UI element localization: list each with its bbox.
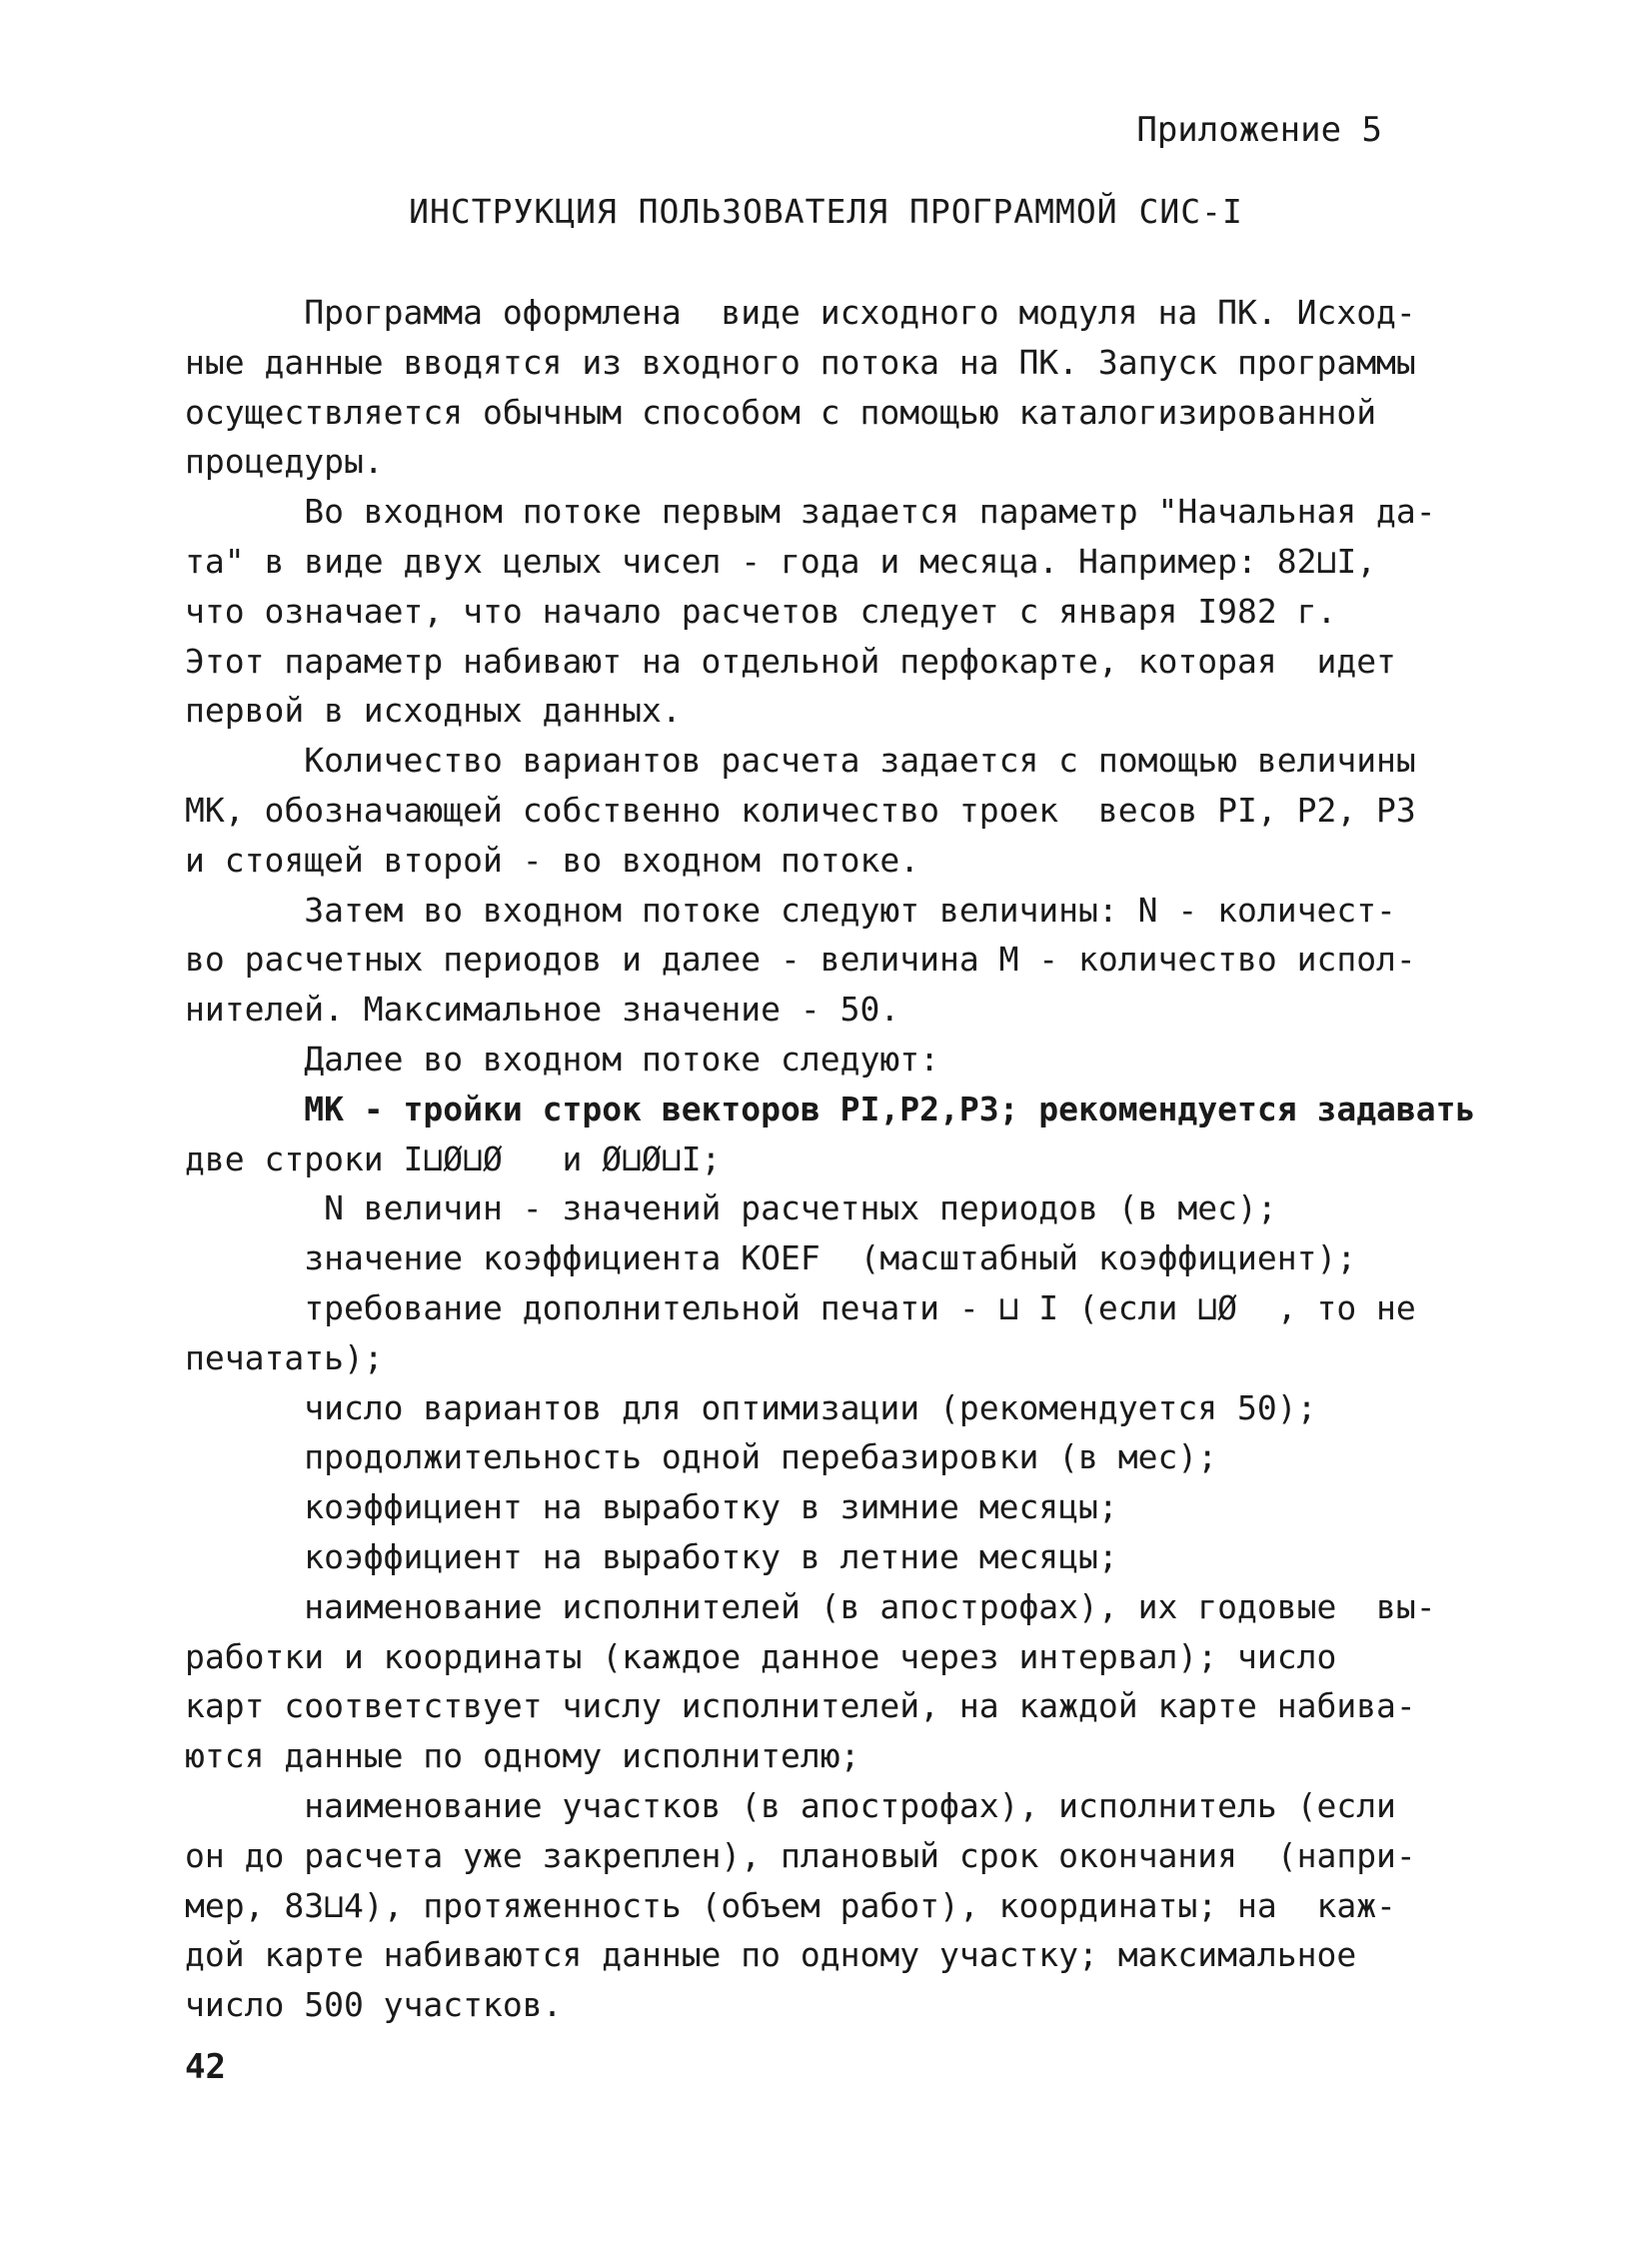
text-line: ные данные вводятся из входного потока на ПК. Запуск программы <box>185 342 1416 382</box>
text-line: первой в исходных данных. <box>185 691 682 731</box>
body-text <box>185 288 1474 2030</box>
text-line: осуществляется обычным способом с помощью каталогизированной <box>185 392 1377 432</box>
text-line: Затем во входном потоке следуют величины: N - количест- <box>185 890 1396 930</box>
text-line: коэффициент на выработку в летние месяцы; <box>185 1536 1118 1576</box>
page-number: 42 <box>185 2047 226 2087</box>
text-line: он до расчета уже закреплен), плановый срок окончания (напри- <box>185 1835 1416 1875</box>
text-line: наименование исполнителей (в апострофах), их годовые вы- <box>185 1586 1436 1626</box>
text-line: Программа оформлена виде исходного модуля на ПК. Исход- <box>185 293 1416 332</box>
text-line: N величин - значений расчетных периодов (в мес); <box>185 1188 1277 1228</box>
text-line: Во входном потоке первым задается параметр "Начальная да- <box>185 492 1436 532</box>
text-line: нителей. Максимальное значение - 50. <box>185 990 900 1030</box>
text-line: во расчетных периодов и далее - величина М - количество испол- <box>185 940 1416 980</box>
text-line: та" в виде двух целых чисел - года и месяца. Например: 82⊔I, <box>185 541 1377 581</box>
text-line: значение коэффициента KOEF (масштабный коэффициент); <box>185 1238 1357 1278</box>
text-line: наименование участков (в апострофах), исполнитель (если <box>185 1785 1396 1825</box>
text-line: мер, 83⊔4), протяженность (объем работ), координаты; на каж- <box>185 1885 1396 1925</box>
text-line: карт соответствует числу исполнителей, на каждой карте набива- <box>185 1686 1416 1726</box>
appendix-label: Приложение 5 <box>1136 110 1382 150</box>
text-line: число вариантов для оптимизации (рекомендуется 50); <box>185 1387 1317 1427</box>
text-line: Далее во входном потоке следуют: <box>185 1039 939 1079</box>
text-line: число 500 участков. <box>185 1985 563 2025</box>
text-line: процедуры. <box>185 442 384 482</box>
page-title: ИНСТРУКЦИЯ ПОЛЬЗОВАТЕЛЯ ПРОГРАММОЙ СИС-I <box>409 192 1243 231</box>
text-line: продолжительность одной перебазировки (в мес); <box>185 1437 1218 1477</box>
text-line: работки и координаты (каждое данное через интервал); число <box>185 1636 1337 1676</box>
text-line: и стоящей второй - во входном потоке. <box>185 840 920 880</box>
text-line: ются данные по одному исполнителю; <box>185 1736 860 1776</box>
text-line: коэффициент на выработку в зимние месяцы; <box>185 1487 1118 1527</box>
text-line: требование дополнительной печати - ⊔ I (если ⊔Ø , то не <box>185 1287 1416 1327</box>
text-line: что означает, что начало расчетов следует с января I982 г. <box>185 591 1337 631</box>
text-line: Этот параметр набивают на отдельной перфокарте, которая идет <box>185 641 1396 681</box>
text-line: МК, обозначающей собственно количество троек весов PI, P2, P3 <box>185 790 1416 830</box>
text-line: дой карте набиваются данные по одному участку; максимальное <box>185 1935 1357 1975</box>
text-line: Количество вариантов расчета задается с помощью величины <box>185 741 1416 781</box>
text-line: печатать); <box>185 1337 384 1377</box>
text-line: МК - тройки строк векторов PI,P2,P3; рекомендуется задавать <box>185 1089 1476 1128</box>
text-line: две строки I⊔Ø⊔Ø и Ø⊔Ø⊔I; <box>185 1138 722 1178</box>
